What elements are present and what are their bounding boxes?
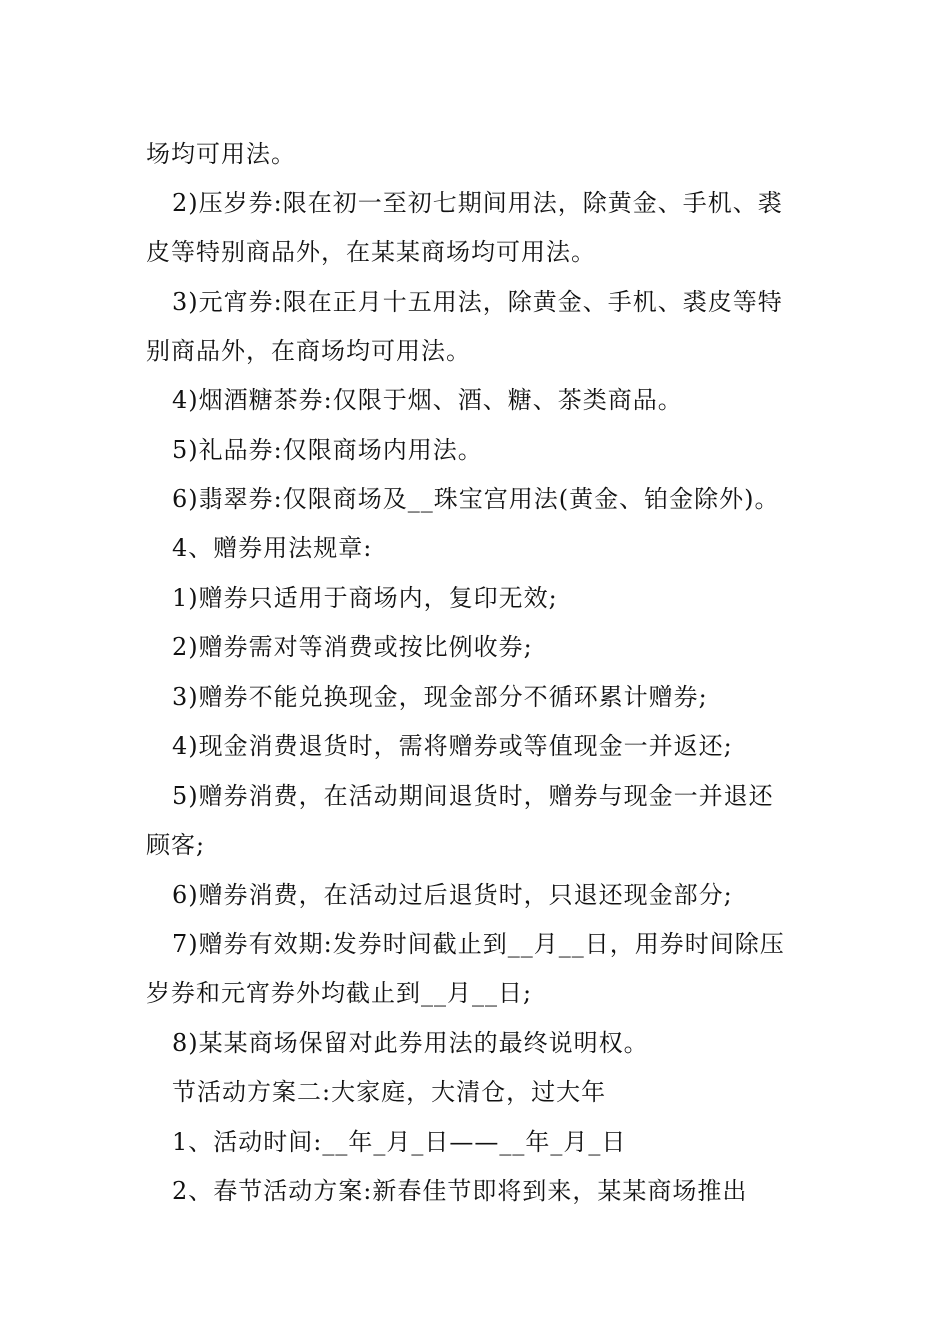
text-line: 2)赠券需对等消费或按比例收券;: [172, 633, 533, 661]
text-line: 3)元宵券:限在正月十五用法，除黄金、手机、裘皮等特: [172, 288, 783, 316]
text-line: 2)压岁券:限在初一至初七期间用法，除黄金、手机、裘: [172, 189, 783, 217]
text-line: 4)烟酒糖茶券:仅限于烟、酒、糖、茶类商品。: [172, 386, 683, 414]
text-line: 1)赠券只适用于商场内，复印无效;: [172, 584, 558, 612]
section-heading: 4、赠券用法规章:: [172, 534, 373, 562]
section-heading: 节活动方案二:大家庭，大清仓，过大年: [172, 1078, 607, 1106]
text-line: 5)赠券消费，在活动期间退货时，赠券与现金一并退还: [172, 782, 774, 810]
text-line: 别商品外，在商场均可用法。: [146, 337, 471, 365]
text-line: 5)礼品券:仅限商场内用法。: [172, 436, 483, 464]
text-line: 2、春节活动方案:新春佳节即将到来，某某商场推出: [172, 1177, 748, 1205]
text-line: 岁券和元宵券外均截止到__月__日;: [146, 979, 533, 1007]
text-line: 场均可用法。: [146, 140, 296, 168]
text-line: 3)赠券不能兑换现金，现金部分不循环累计赠券;: [172, 683, 708, 711]
text-line: 4)现金消费退货时，需将赠券或等值现金一并返还;: [172, 732, 733, 760]
text-line: 6)翡翠券:仅限商场及__珠宝宫用法(黄金、铂金除外)。: [172, 485, 780, 513]
text-line: 皮等特别商品外，在某某商场均可用法。: [146, 238, 596, 266]
text-line: 8)某某商场保留对此券用法的最终说明权。: [172, 1029, 649, 1057]
text-line: 6)赠券消费，在活动过后退货时，只退还现金部分;: [172, 881, 733, 909]
text-line: 顾客;: [146, 831, 206, 859]
text-line: 1、活动时间:__年_月_日——__年_月_日: [172, 1128, 627, 1156]
text-line: 7)赠券有效期:发券时间截止到__月__日，用券时间除压: [172, 930, 785, 958]
